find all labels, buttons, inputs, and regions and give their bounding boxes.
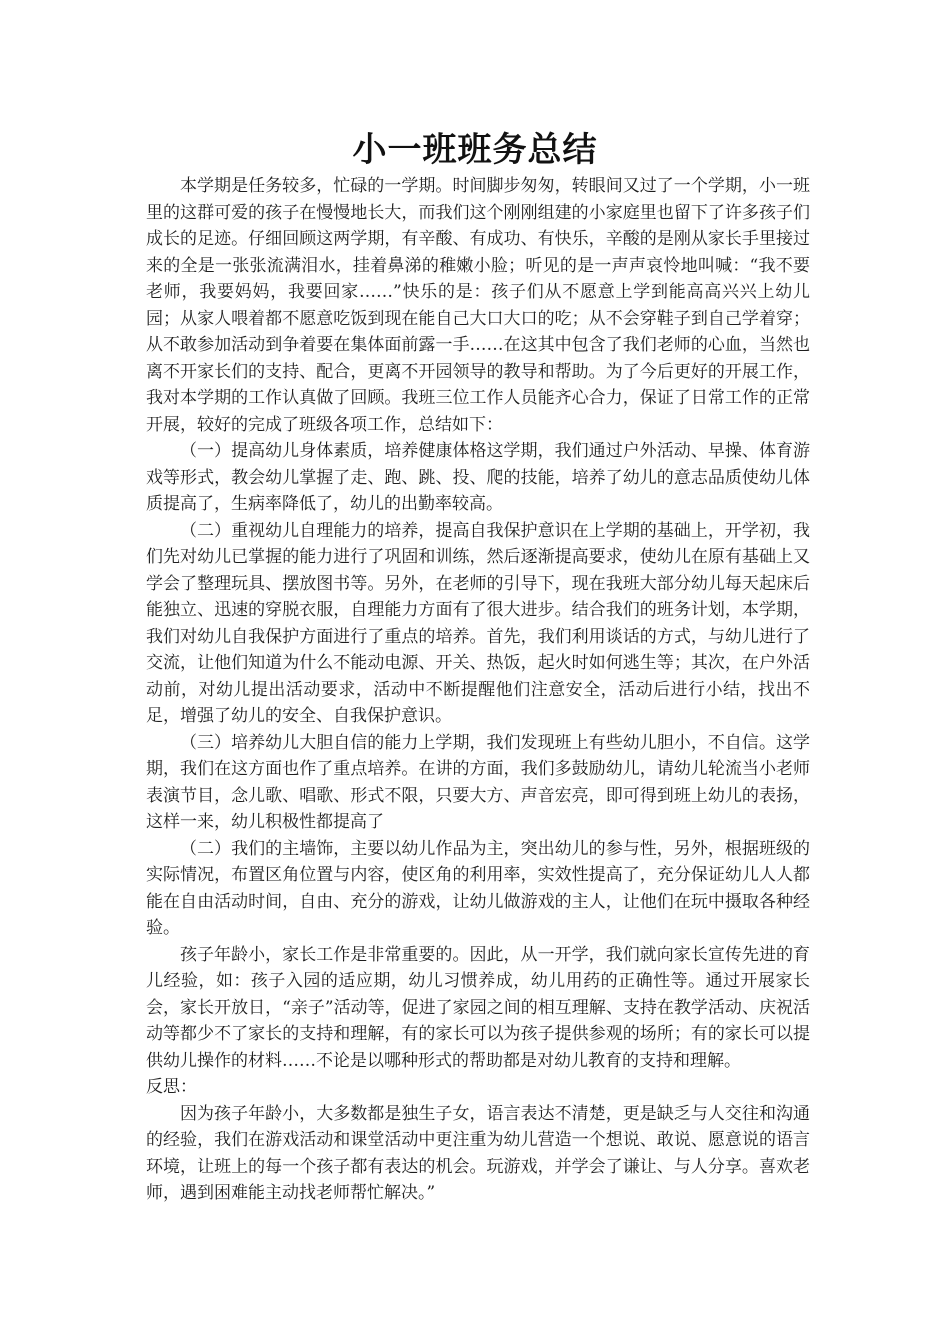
page-title: 小一班班务总结 bbox=[352, 130, 598, 170]
section-self-care-paragraph: （二）重视幼儿自理能力的培养，提高自我保护意识在上学期的基础上，开学初，我们先对幼儿已掌握的能力进行了巩固和训练，然后逐渐提高要求，使幼儿在原有基础上又学会了整理玩具、摆放图书等。另外，在老师的引导下，现在我班大部分幼儿每天起床后能独立、迅速的穿脱衣服，自理能力方面有了很大进步。结合我们的班务计划，本学期，我们对幼儿自我保护方面进行了重点的培养。首先，我们利用谈话的方式，与幼儿进行了交流，让他们知道为什么不能动电源、开关、热饭，起火时如何逃生等；其次，在户外活动前，对幼儿提出活动要求，活动中不断提醒他们注意安全，活动后进行小结，找出不足，增强了幼儿的安全、自我保护意识。 bbox=[146, 520, 810, 726]
section-physical-paragraph: （一）提高幼儿身体素质，培养健康体格这学期，我们通过户外活动、早操、体育游戏等形式，教会幼儿掌握了走、跑、跳、投、爬的技能，培养了幼儿的意志品质使幼儿体质提高了，生病率降低了，幼儿的出勤率较高。 bbox=[146, 441, 810, 514]
section-wall-decoration-paragraph: （二）我们的主墙饰，主要以幼儿作品为主，突出幼儿的参与性，另外，根据班级的实际情况，布置区角位置与内容，使区角的利用率，实效性提高了，充分保证幼儿人人都能在自由活动时间，自由、充分的游戏，让幼儿做游戏的主人，让他们在玩中摄取各种经验。 bbox=[146, 838, 810, 938]
section-confidence-paragraph: （三）培养幼儿大胆自信的能力上学期，我们发现班上有些幼儿胆小，不自信。这学期，我们在这方面也作了重点培养。在讲的方面，我们多鼓励幼儿，请幼儿轮流当小老师表演节目，念儿歌、唱歌、形式不限，只要大方、声音宏亮，即可得到班上幼儿的表扬，这样一来，幼儿积极性都提高了 bbox=[146, 732, 810, 832]
reflection-paragraph: 因为孩子年龄小，大多数都是独生子女，语言表达不清楚，更是缺乏与人交往和沟通的经验，我们在游戏活动和课堂活动中更注重为幼儿营造一个想说、敢说、愿意说的语言环境，让班上的每一个孩子都有表达的机会。玩游戏，并学会了谦让、与人分享。喜欢老师，遇到困难能主动找老师帮忙解决。” bbox=[146, 1103, 810, 1203]
reflection-heading: 反思： bbox=[146, 1077, 197, 1097]
parent-work-paragraph: 孩子年龄小，家长工作是非常重要的。因此，从一开学，我们就向家长宣传先进的育儿经验，如：孩子入园的适应期，幼儿习惯养成，幼儿用药的正确性等。通过开展家长会，家长开放日，“亲子”活动等，促进了家园之间的相互理解、支持在教学活动、庆祝活动等都少不了家长的支持和理解，有的家长可以为孩子提供参观的场所；有的家长可以提供幼儿操作的材料……不论是以哪种形式的帮助都是对幼儿教育的支持和理解。 bbox=[146, 944, 810, 1071]
intro-paragraph: 本学期是任务较多，忙碌的一学期。时间脚步匆匆，转眼间又过了一个学期，小一班里的这群可爱的孩子在慢慢地长大，而我们这个刚刚组建的小家庭里也留下了许多孩子们成长的足迹。仔细回顾这两学期，有辛酸、有成功、有快乐，辛酸的是刚从家长手里接过来的全是一张张流满泪水，挂着鼻涕的稚嫩小脸；听见的是一声声哀怜地叫喊：“我不要老师，我要妈妈，我要回家……”快乐的是：孩子们从不愿意上学到能高高兴兴上幼儿园；从家人喂着都不愿意吃饭到现在能自己大口大口的吃；从不会穿鞋子到自己学着穿；从不敢参加活动到争着要在集体面前露一手……在这其中包含了我们老师的心血，当然也离不开家长们的支持、配合，更离不开园领导的教导和帮助。为了今后更好的开展工作，我对本学期的工作认真做了回顾。我班三位工作人员能齐心合力，保证了日常工作的正常开展，较好的完成了班级各项工作，总结如下： bbox=[146, 176, 810, 435]
document-body bbox=[146, 173, 810, 1207]
